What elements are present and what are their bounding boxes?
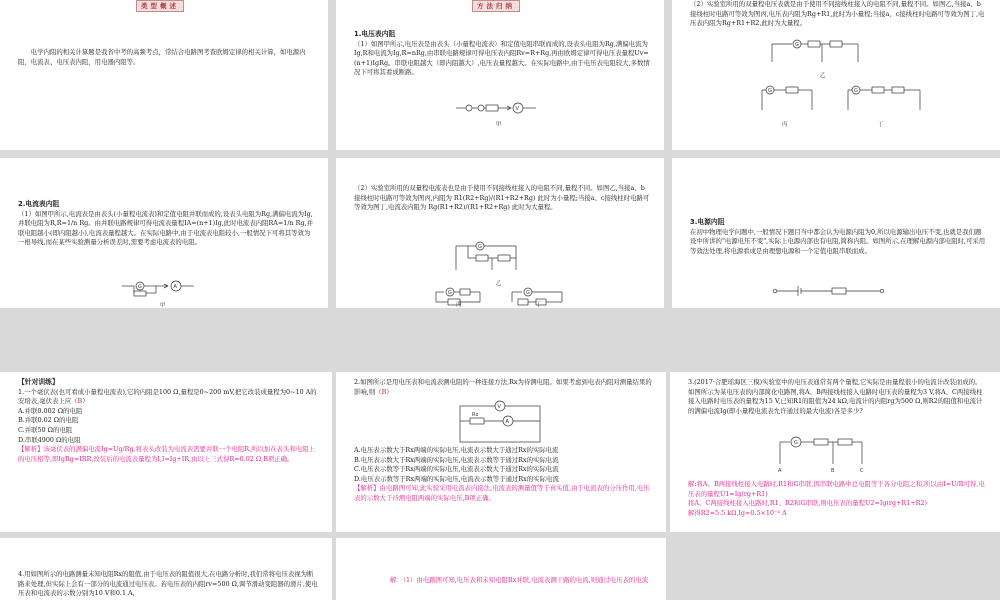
ammeter-circuit-b	[456, 240, 536, 276]
voltmeter-circuit-diagram	[456, 100, 546, 120]
question-4-text: 4.用如图所示的电路测量未知电阻Rx的阻值,由于电压表的阻值很大,在电路分析时,我们常将电压表视为断路来处理,但实际上会有一部分的电流通过电压表。若电压表的内阻rv=500 Ω,调节滑动变阻器的滑片,使电压表和电流表的示数分别为10 V和0.1 A,	[18, 570, 318, 598]
q2-option-d: D.电压表示数等于Rx两端的实际电压,电流表示数等于通过Rx的实际电流	[354, 474, 559, 483]
svg-text:B: B	[831, 468, 835, 474]
overview-text: 电学内阻的相关计算题是我省中考的高频考点，常结合电路图考查欧姆定律的相关计算，如电源内阻，电流表、电压表内阻，用电器内阻等。	[18, 48, 306, 66]
heading-ammeter: 2.电流表内阻	[18, 200, 60, 208]
voltmeter-circuit-d	[848, 84, 938, 118]
slide-practice-q4-solution	[336, 538, 666, 600]
caption-jia: 甲	[496, 122, 502, 128]
q3-solution-step-3: 解得R2=5.5 kΩ,Ig=0.5×10⁻⁴ A	[688, 508, 787, 517]
slide-type-overview	[0, 0, 328, 150]
ammeter-text: （1）如图甲所示,电流表是由表头(小量程电流表)和定值电阻并联而成的,设表头电阻为Rg,满偏电流为Ig,并联电阻为R,R=1/n Rg。由并联电路规律可得电流表量程IA=(n+1)Ig,此时电流表内阻RA=1/n Rg,并联电阻越小(即内阻越小),电流表量程越大。在实际电路中,由于电流表电阻较小,一般情况下可将其等效为一根导线,而在某些实验测量分析误差时,需要考虑电流表的电阻。	[18, 209, 313, 247]
svg-text:G: G	[526, 290, 530, 296]
q1-option-b: B.并联0.02 Ω的电阻	[18, 416, 79, 425]
svg-text:Rx: Rx	[472, 412, 479, 418]
question-1-close: ）	[82, 397, 89, 406]
empty-slot	[670, 538, 1000, 600]
slide-dual-range-voltmeter	[672, 0, 1000, 150]
q1-option-d: D.串联4900 Ω的电阻	[18, 435, 81, 444]
ammeter-circuit-diagram	[122, 278, 212, 298]
dual-voltmeter-text: （2）实验室所用的双量程电压表就是由于使用不同接线柱接入的电阻不同,量程不同。如图乙,当接a、b接线柱时电路可等效为图丙,电压表内阻为Rg+R1,此时为小量程;当接a、c接线柱时电路可等效为图丁,电压表内阻为Rg+R1+R2,此时为大量程。	[690, 0, 985, 28]
svg-text:G: G	[448, 290, 452, 296]
q1-option-a: A.并联0.002 Ω的电阻	[18, 406, 83, 415]
svg-text:A: A	[778, 468, 782, 474]
voltmeter-text: （1）如图甲所示,电压表是由表头（小量程电流表）和定值电阻串联而成的,设表头电阻为Rg,满偏电流为Ig,R和电流为Ig,R=nRg,由串联电路规律可得电压表内阻Rv=R+Rg,再由欧姆定律可得电压表量程Uv=(n+1)IgRg。串联电阻越大（即内阻越大）,电压表量程越大。在实际电路中,由于电压表电阻较大,多数情况下可将其看成断路。	[354, 39, 650, 77]
q2-option-a: A.电压表示数大于Rx两端的实际电压,电流表示数大于通过Rx的实际电流	[354, 446, 559, 454]
q1-explanation: 【解析】该毫伏表的满偏电流Ig=Ug/Rg,将表头改装为电流表需要并联一个电阻R,所以加在表头和电阻上的电压相等,即IgRg=IRR,改装后的电流表量程为I,I=Ig+IR,由以上三式得R≈0.02 Ω,B项正确。	[18, 445, 315, 463]
q2-circuit-diagram	[456, 402, 556, 450]
svg-text:G: G	[478, 244, 482, 250]
caption-ding: 丁	[536, 302, 542, 308]
q3-solution-step-1: 解:将A、B两接线柱接入电路时,R1和G串联,因串联电路中总电阻等于各分电阻之和,所以由I=U/R可得,电压表的量程U1=Ig(rg+R1)	[688, 480, 985, 498]
heading-practice: 【针对训练】	[18, 378, 59, 386]
svg-text:C: C	[860, 468, 864, 474]
caption-yi: 乙	[820, 73, 826, 79]
dual-ammeter-text: （2）实验室所用的双量程电流表也是由于使用不同接线柱接入的电阻不同,量程不同。如图乙,当接a、b接线柱时电路可等效为图丙,内阻为 R1(R2+Rg)/(R1+R2+Rg) 此时为小量程;当接a、c接线柱时电路可等效为图丁,电流表内阻为 Rg(R1+R2)/(R1+R2+Rg) 此时为大量程。	[354, 184, 650, 212]
caption-ding: 丁	[878, 122, 884, 128]
slide-practice-q2	[336, 372, 666, 532]
slide-ammeter-internal-resistance	[0, 158, 328, 308]
question-3-text: 3.(2017·合肥瑶海区三模)实验室中的电压表通常有两个量程,它实际是由量程很小的电流计改装而成的。如图所示为某电压表的内部简化电路图,将A、B两接线柱接入电路时电压表的量程为3 V,将A、C两接线柱接入电路时电压表的量程为15 V,已知R1的阻值为24 kΩ,电流计的内阻rg为500 Ω,则R2的阻值和电流计的满偏电流Ig(即小量程电流表允许通过的最大电流)各是多少?	[688, 378, 983, 415]
slide-dual-range-ammeter	[336, 158, 664, 308]
question-1-answer: B	[77, 397, 83, 406]
caption-yi: 乙	[496, 281, 502, 287]
q3-solution-step-2: 将A、C两接线柱接入电路时,R1、R2和G串联,则电压表的量程U2=Ig(rg+R1+R2)	[688, 499, 928, 508]
slide-power-source-internal-resistance	[672, 158, 1000, 308]
q2-option-c: C.电压表示数等于Rx两端的实际电压,电流表示数大于通过Rx的实际电流	[354, 465, 559, 474]
svg-text:A: A	[173, 284, 177, 290]
voltmeter-circuit-c	[762, 84, 832, 118]
ammeter-circuit-d	[512, 286, 582, 308]
svg-text:G: G	[794, 440, 798, 446]
slide-practice-q1	[0, 372, 332, 532]
svg-text:G: G	[768, 88, 772, 94]
heading-voltmeter: 1.电压表内阻	[354, 30, 396, 38]
caption-jia: 甲	[160, 303, 166, 308]
question-2-answer: B	[381, 387, 387, 396]
slide-practice-q3	[670, 372, 1000, 532]
question-2-text: 2.如图所示是用电压表和电流表测电阻的一种连接方法,Rx为待测电阻。如果考虑到电表内阻对测量结果的影响,则（	[354, 378, 652, 396]
svg-text:A: A	[505, 419, 509, 425]
heading-power-source: 3.电源内阻	[690, 218, 725, 226]
power-source-circuit-diagram	[772, 284, 892, 298]
question-1	[18, 388, 318, 407]
question-1-text: 1.一个毫伏表(也可看成小量程电流表),它的内阻是100 Ω,量程是0~200 mV,把它改装成量程为0~10 A的安培表,毫伏表上应（	[18, 387, 317, 406]
q2-option-b: B.电压表示数大于Rx两端的实际电压,电流表示数等于通过Rx的实际电流	[354, 455, 559, 464]
power-source-text: 在初中物理电学问题中,一般情况下题目当中都会认为电源内阻为0,所以电源输出电压不变,也就是我们题设中所讲的"电源电压不变",实际上电源内部也有电阻,简称内阻。如图所示,在理解电源内部电阻时,可采用等效法处理,将电源看成是由理想电源和一个定值电阻串联而成。	[690, 227, 986, 255]
slide-voltmeter-internal-resistance	[336, 0, 664, 150]
question-2	[354, 378, 652, 397]
slide-practice-q4	[0, 538, 332, 600]
q2-explanation: 【解析】由电路图可知,此实验采用电流表内接法,电流表的测量值等于真实值,由于电流表的分压作用,电压表的示数大于待测电阻两端的实际电压,B项正确。	[354, 484, 650, 502]
ammeter-circuit-c	[436, 286, 506, 308]
section-tag-method: 方法归纳	[472, 0, 520, 12]
svg-text:G: G	[854, 88, 858, 94]
section-tag-overview: 类型概述	[136, 0, 184, 12]
caption-bing: 丙	[456, 302, 462, 308]
q3-circuit-diagram	[770, 434, 880, 478]
q4-solution-text: 解：（1）由电路图可知,电压表和未知电阻Rx并联,电流表测干路的电流,则通过电压表的电流	[390, 576, 649, 584]
voltmeter-circuit-b	[772, 40, 862, 70]
svg-text:V: V	[515, 106, 519, 112]
question-2-close: ）	[386, 387, 393, 396]
svg-text:G: G	[138, 284, 142, 290]
q1-option-c: C.并联50 Ω的电阻	[18, 425, 73, 434]
svg-text:G: G	[795, 42, 799, 48]
svg-text:V: V	[497, 404, 501, 410]
caption-bing: 丙	[782, 122, 788, 128]
